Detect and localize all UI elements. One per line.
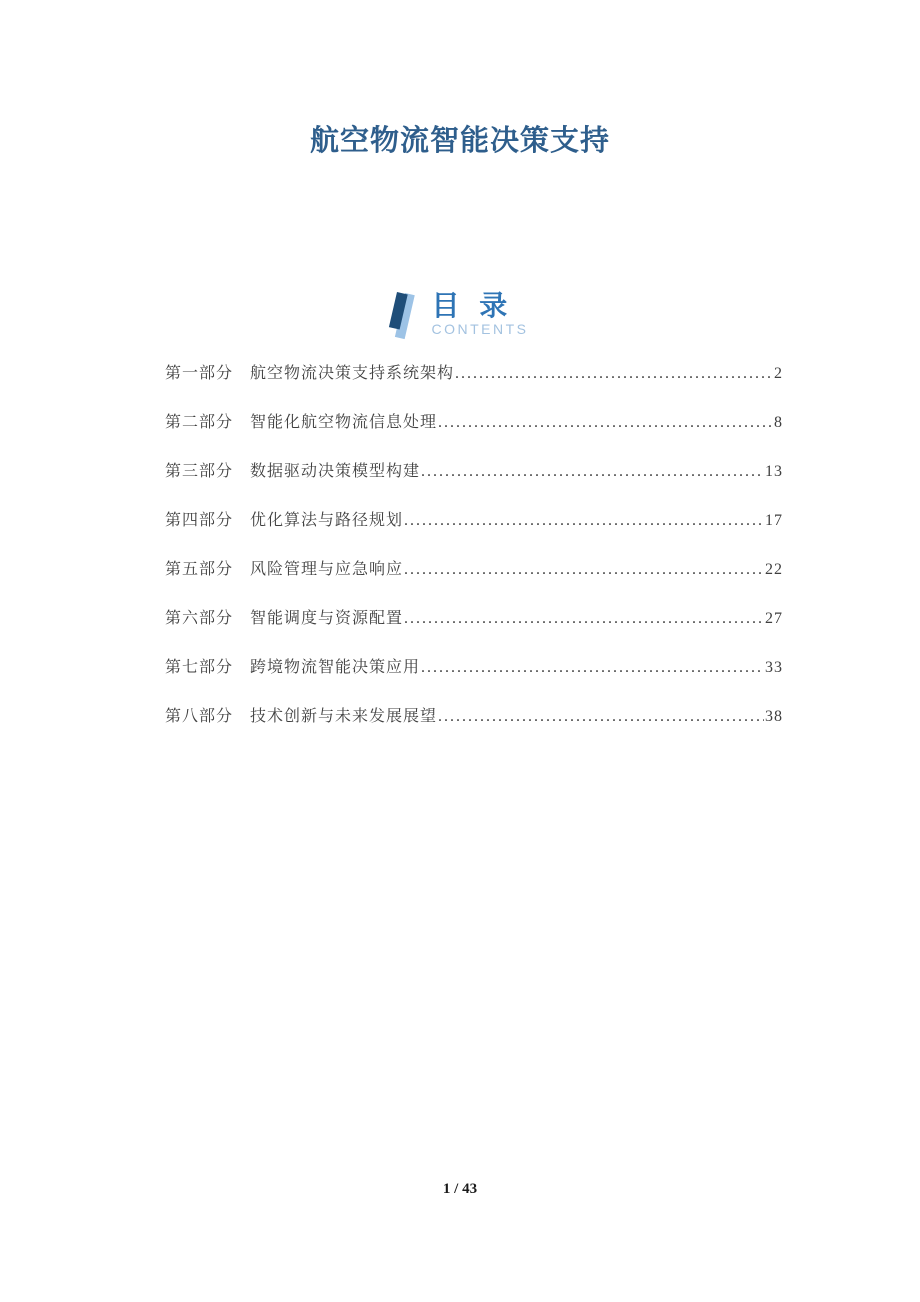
- toc-chapter-title: 优化算法与路径规划: [250, 512, 404, 529]
- toc-leader-dots: [404, 510, 764, 531]
- toc-entry[interactable]: [165, 461, 783, 482]
- toc-chapter-title: 跨境物流智能决策应用: [250, 659, 421, 676]
- toc-entry[interactable]: [165, 657, 783, 678]
- toc-part-label: 第五部分: [165, 561, 234, 578]
- toc-logo-mark-icon: [392, 291, 422, 343]
- toc-leader-dots: [438, 706, 764, 727]
- toc-entry[interactable]: [165, 363, 783, 384]
- toc-leader-dots: [404, 608, 764, 629]
- toc-page-number: 17: [765, 512, 783, 529]
- toc-header: [0, 291, 920, 343]
- toc-page-number: 2: [774, 365, 783, 382]
- toc-page-number: 13: [765, 463, 783, 480]
- toc-leader-dots: [404, 559, 764, 580]
- toc-page-number: 8: [774, 414, 783, 431]
- document-title: 航空物流智能决策支持: [309, 125, 610, 157]
- toc-heading-group: [432, 291, 529, 338]
- toc-subheading: CONTENTS: [431, 321, 529, 337]
- toc-part-label: 第六部分: [165, 610, 234, 627]
- toc-part-label: 第四部分: [165, 512, 234, 529]
- toc-entry[interactable]: [165, 706, 783, 727]
- toc-leader-dots: [421, 657, 764, 678]
- toc-entry[interactable]: [165, 608, 783, 629]
- toc-part-label: 第八部分: [165, 708, 234, 725]
- toc-heading: 目 录: [431, 290, 514, 321]
- toc-page-number: 33: [765, 659, 783, 676]
- toc-entry[interactable]: [165, 510, 783, 531]
- toc-part-label: 第二部分: [165, 414, 234, 431]
- toc-chapter-title: 数据驱动决策模型构建: [250, 463, 421, 480]
- toc-leader-dots: [455, 363, 773, 384]
- toc-entry[interactable]: [165, 412, 783, 433]
- toc-chapter-title: 技术创新与未来发展展望: [250, 708, 438, 725]
- toc-chapter-title: 智能调度与资源配置: [250, 610, 404, 627]
- toc-part-label: 第一部分: [165, 365, 234, 382]
- toc-page-number: 38: [765, 708, 783, 725]
- toc-chapter-title: 航空物流决策支持系统架构: [250, 365, 455, 382]
- toc-leader-dots: [438, 412, 773, 433]
- page-number-indicator: 1 / 43: [442, 1181, 478, 1197]
- toc-part-label: 第三部分: [165, 463, 234, 480]
- toc-chapter-title: 智能化航空物流信息处理: [250, 414, 438, 431]
- toc-leader-dots: [421, 461, 764, 482]
- toc-page-number: 22: [765, 561, 783, 578]
- toc-part-label: 第七部分: [165, 659, 234, 676]
- toc-entry[interactable]: [165, 559, 783, 580]
- toc-list: [165, 363, 783, 755]
- toc-chapter-title: 风险管理与应急响应: [250, 561, 404, 578]
- toc-page-number: 27: [765, 610, 783, 627]
